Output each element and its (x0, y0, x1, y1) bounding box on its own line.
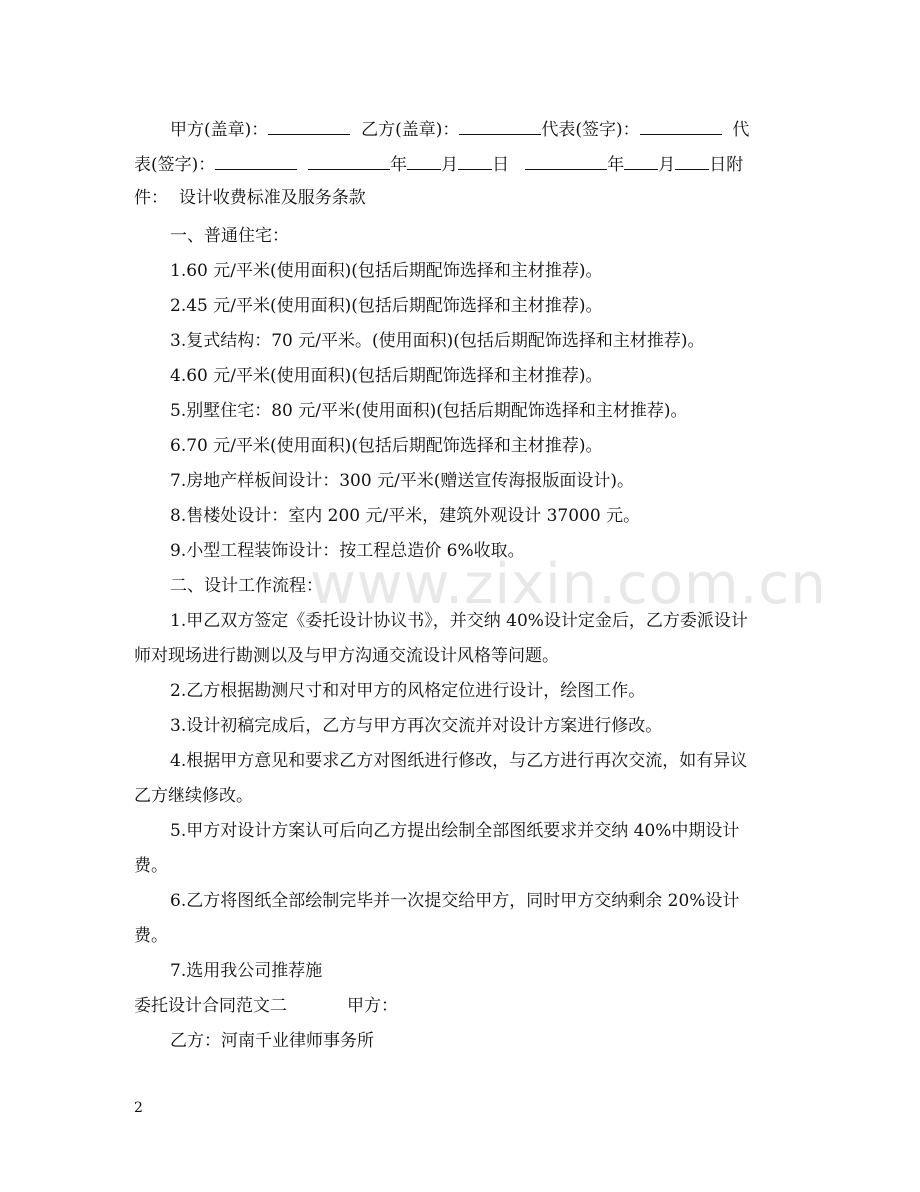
fee-item: 7.房地产样板间设计：300 元/平米(赠送宣传海报版面设计)。 (170, 471, 635, 491)
process-paragraph-3: 3.设计初稿完成后，乙方与甲方再次交流并对设计方案进行修改。 (170, 716, 663, 736)
year-blank-1 (308, 153, 390, 170)
process-paragraph-1b: 师对现场进行勘测以及与甲方沟通交流设计风格等问题。 (134, 646, 559, 666)
party-b-blank (459, 118, 541, 135)
rep-blank-2 (215, 153, 297, 170)
process-paragraph-4a: 4.根据甲方意见和要求乙方对图纸进行修改，与乙方进行再次交流，如有异议 (170, 751, 748, 771)
party-a-seal-label: 甲方(盖章)： (170, 120, 269, 140)
process-paragraph-7: 7.选用我公司推荐施 (170, 961, 323, 981)
signature-line-2 (134, 153, 794, 175)
contract-2-title: 委托设计合同范文二 (134, 996, 287, 1016)
rep-sign-label-1: 代表(签字)： (541, 120, 640, 140)
rep-sign-label-2a: 代 (732, 120, 750, 140)
signature-line-1 (170, 118, 830, 140)
day-label-1: 日 (492, 155, 510, 175)
fee-item: 8.售楼处设计：室内 200 元/平米，建筑外观设计 37000 元。 (170, 506, 641, 526)
year-blank-2 (525, 153, 607, 170)
party-b-seal-label: 乙方(盖章)： (361, 120, 460, 140)
day-blank-2 (675, 153, 709, 170)
fee-item: 5.别墅住宅：80 元/平米(使用面积)(包括后期配饰选择和主材推荐)。 (170, 401, 688, 421)
rep-blank-1 (640, 118, 722, 135)
contract-2-party-a: 甲方： (347, 996, 398, 1016)
month-label-1: 月 (441, 155, 459, 175)
fee-item: 3.复式结构：70 元/平米。(使用面积)(包括后期配饰选择和主材推荐)。 (170, 331, 705, 351)
fee-item: 2.45 元/平米(使用面积)(包括后期配饰选择和主材推荐)。 (170, 296, 603, 316)
attachment-label-a: 日附 (709, 155, 744, 175)
attachment-line (134, 188, 794, 208)
process-paragraph-6b: 费。 (134, 926, 168, 946)
page-number: 2 (134, 1100, 143, 1116)
process-paragraph-1a: 1.甲乙双方签定《委托设计协议书》，并交纳 40%设计定金后，乙方委派设计 (170, 611, 748, 631)
section-heading-2: 二、设计工作流程： (170, 576, 323, 596)
party-a-blank (268, 118, 350, 135)
process-paragraph-5b: 费。 (134, 856, 168, 876)
process-paragraph-5a: 5.甲方对设计方案认可后向乙方提出绘制全部图纸要求并交纳 40%中期设计 (170, 821, 740, 841)
attachment-title: 设计收费标准及服务条款 (178, 188, 366, 208)
section-heading-1: 一、普通住宅： (170, 226, 289, 246)
fee-item: 6.70 元/平米(使用面积)(包括后期配饰选择和主材推荐)。 (170, 436, 603, 456)
rep-sign-label-2b: 表(签字)： (134, 155, 216, 175)
process-paragraph-4b: 乙方继续修改。 (134, 786, 253, 806)
year-label-2: 年 (607, 155, 625, 175)
contract-2-party-b: 乙方：河南千业律师事务所 (170, 1031, 374, 1051)
year-label-1: 年 (390, 155, 408, 175)
attachment-label-b: 件： (134, 188, 168, 208)
watermark: www.zixin.com.cn (310, 552, 827, 617)
month-blank-1 (407, 153, 441, 170)
fee-item: 1.60 元/平米(使用面积)(包括后期配饰选择和主材推荐)。 (170, 261, 603, 281)
fee-item: 9.小型工程装饰设计：按工程总造价 6%收取。 (170, 541, 525, 561)
process-paragraph-2: 2.乙方根据勘测尺寸和对甲方的风格定位进行设计，绘图工作。 (170, 681, 646, 701)
fee-item: 4.60 元/平米(使用面积)(包括后期配饰选择和主材推荐)。 (170, 366, 603, 386)
month-blank-2 (624, 153, 658, 170)
contract-2-title-line (134, 996, 794, 1016)
process-paragraph-6a: 6.乙方将图纸全部绘制完毕并一次提交给甲方，同时甲方交纳剩余 20%设计 (170, 891, 740, 911)
day-blank-1 (458, 153, 492, 170)
month-label-2: 月 (658, 155, 676, 175)
